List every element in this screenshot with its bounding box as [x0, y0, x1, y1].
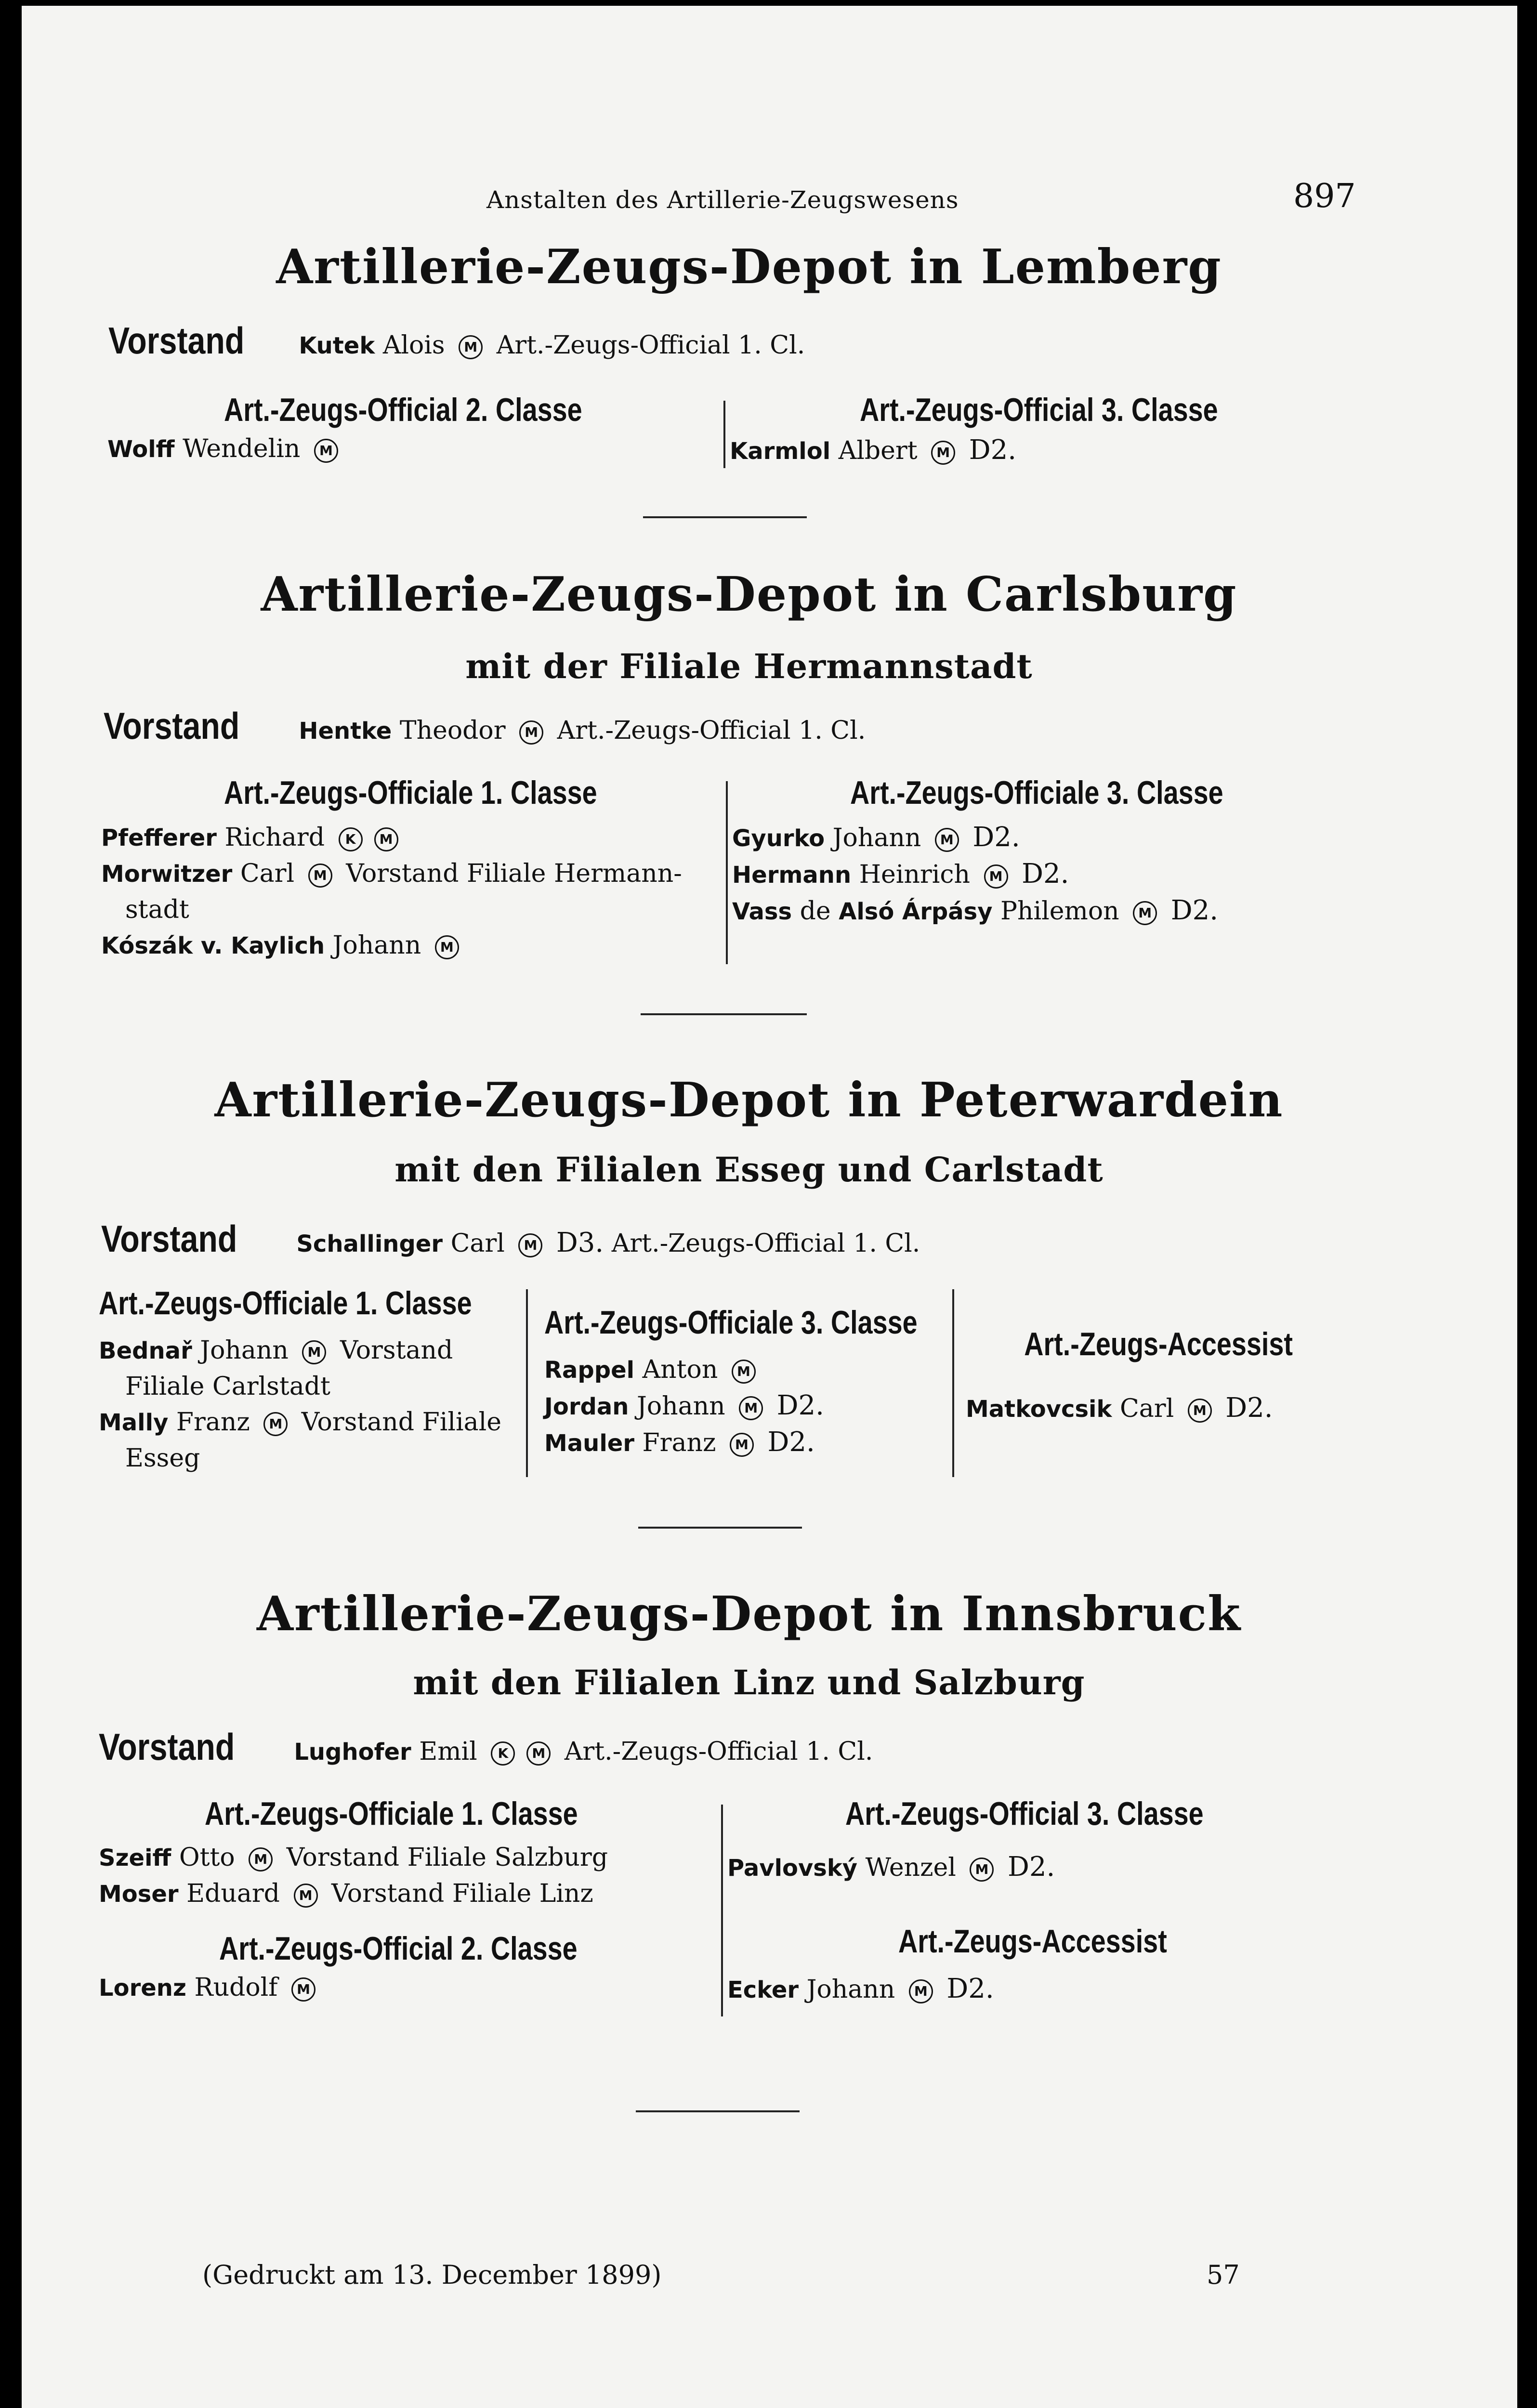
m-circle-icon: M — [291, 1977, 315, 2002]
entry-row: Vass de Alsó Árpásy Philemon M D2. — [732, 895, 1219, 926]
entry-row: Morwitzer Carl M Vorstand Filiale Hermann- — [101, 859, 682, 888]
section-subtitle-innsbruck: mit den Filialen Linz und Salzburg — [413, 1662, 1085, 1702]
sheet-signature: 57 — [1207, 2260, 1240, 2290]
m-circle-icon: M — [519, 720, 543, 745]
entry-row: Kószák v. Kaylich Johann M — [101, 928, 723, 964]
column-head: Art.-Zeugs-Officiale 1. Classe — [99, 1285, 472, 1322]
entry-row: Jordan Johann M D2. — [544, 1390, 824, 1421]
m-circle-icon: M — [739, 1396, 763, 1420]
print-date: (Gedruckt am 13. December 1899) — [202, 2260, 662, 2290]
column-divider — [726, 781, 728, 964]
column-left-carlsburg: Pfefferer Richard K M Morwitzer Carl M Vorstand Filiale Hermann- stadt Kószák v. Kaylich Johann M — [101, 820, 723, 964]
m-circle-icon: M — [730, 1433, 754, 1457]
entry-row: Moser Eduard M Vorstand Filiale Linz — [99, 1879, 593, 1908]
entry-row: Mally Franz M Vorstand Filiale — [99, 1408, 501, 1437]
vorstand-line-carlsburg: Vorstand Hentke Theodor M Art.-Zeugs-Official 1. Cl. — [104, 705, 866, 747]
m-circle-icon: M — [459, 335, 483, 359]
column-head: Art.-Zeugs-Accessist — [898, 1923, 1167, 1960]
page — [22, 6, 1517, 2408]
entry-row: Pfefferer Richard K M — [101, 820, 723, 856]
vorstand-label: Vorstand — [104, 705, 240, 747]
m-circle-icon: M — [249, 1847, 273, 1871]
m-circle-icon: M — [732, 1360, 756, 1384]
column-head: Art.-Zeugs-Accessist — [1024, 1326, 1293, 1362]
column-head: Art.-Zeugs-Officiale 1. Classe — [224, 774, 597, 811]
entry-row: Pavlovský Wenzel M D2. — [727, 1851, 1055, 1883]
column-1-peterwardein: Bednař Johann M Vorstand Filiale Carlstadt Mally Franz M Vorstand Filiale Esseg — [99, 1333, 523, 1476]
m-circle-icon: M — [1188, 1399, 1212, 1423]
vorstand-label: Vorstand — [99, 1726, 235, 1768]
entry-row: Hermann Heinrich M D2. — [732, 858, 1069, 890]
k-circle-icon: K — [491, 1741, 515, 1766]
m-circle-icon: M — [294, 1884, 318, 1908]
m-circle-icon: M — [909, 1979, 933, 2003]
m-circle-icon: M — [526, 1741, 551, 1766]
m-circle-icon: M — [935, 828, 959, 852]
entry-row: Karmlol Albert M D2. — [730, 434, 1017, 466]
section-title-lemberg: Artillerie-Zeugs-Depot in Lemberg — [276, 239, 1222, 295]
section-subtitle-peterwardein: mit den Filialen Esseg und Carlstadt — [394, 1150, 1103, 1190]
column-divider — [526, 1289, 528, 1477]
entry-row: Szeiff Otto M Vorstand Filiale Salzburg — [99, 1843, 608, 1872]
entry-row: Mauler Franz M D2. — [544, 1426, 815, 1458]
column-head: Art.-Zeugs-Officiale 3. Classe — [544, 1304, 918, 1341]
entry-row: Gyurko Johann M D2. — [732, 822, 1020, 853]
column-head: Art.-Zeugs-Officiale 3. Classe — [850, 774, 1223, 811]
m-circle-icon: M — [302, 1340, 326, 1364]
entry-row: Matkovcsik Carl M D2. — [966, 1392, 1273, 1424]
section-divider — [643, 516, 807, 518]
m-circle-icon: M — [970, 1858, 994, 1882]
vorstand-line-peterwardein: Vorstand Schallinger Carl M D3. Art.-Zeugs-Official 1. Cl. — [101, 1217, 920, 1260]
section-title-innsbruck: Artillerie-Zeugs-Depot in Innsbruck — [256, 1586, 1242, 1642]
section-title-peterwardein: Artillerie-Zeugs-Depot in Peterwardein — [214, 1073, 1284, 1128]
column-head: Art.-Zeugs-Officiale 1. Classe — [205, 1795, 578, 1832]
column-head: Art.-Zeugs-Official 3. Classe — [845, 1795, 1204, 1832]
m-circle-icon: M — [931, 441, 955, 465]
column-head: Art.-Zeugs-Official 3. Classe — [860, 392, 1218, 428]
column-left-innsbruck — [99, 1840, 730, 1912]
section-divider — [638, 1527, 802, 1529]
m-circle-icon: M — [308, 864, 332, 888]
column-divider — [721, 1805, 723, 2016]
m-circle-icon: M — [314, 439, 338, 463]
column-head: Art.-Zeugs-Official 2. Classe — [224, 392, 582, 428]
section-subtitle-carlsburg: mit der Filiale Hermannstadt — [465, 646, 1033, 686]
section-divider — [641, 1013, 807, 1015]
column-divider — [723, 401, 725, 468]
column-2-peterwardein — [544, 1352, 944, 1461]
k-circle-icon: K — [339, 827, 363, 851]
column-head: Art.-Zeugs-Official 2. Classe — [219, 1930, 578, 1967]
entry-row: Ecker Johann M D2. — [727, 1973, 994, 2004]
entry-row: Wolff Wendelin M — [107, 434, 344, 463]
entry-row: Rappel Anton M — [544, 1352, 944, 1388]
section-title-carlsburg: Artillerie-Zeugs-Depot in Carlsburg — [261, 567, 1237, 622]
vorstand-label: Vorstand — [101, 1217, 237, 1260]
column-divider — [952, 1289, 954, 1477]
vorstand-line-innsbruck: Vorstand Lughofer Emil K M Art.-Zeugs-Official 1. Cl. — [99, 1726, 873, 1768]
running-title: Anstalten des Artillerie-Zeugswesens — [486, 186, 959, 214]
m-circle-icon: M — [263, 1412, 288, 1436]
column-3-peterwardein — [966, 1390, 1361, 1427]
m-circle-icon: M — [374, 827, 398, 851]
section-divider — [636, 2110, 800, 2112]
column-right-carlsburg — [732, 820, 1358, 929]
m-circle-icon: M — [518, 1233, 542, 1257]
m-circle-icon: M — [435, 935, 459, 959]
m-circle-icon: M — [1133, 901, 1157, 925]
entry-row: Lorenz Rudolf M — [99, 1973, 321, 2002]
entry-row: Bednař Johann M Vorstand — [99, 1336, 453, 1365]
page-number: 897 — [1293, 177, 1356, 215]
vorstand-label: Vorstand — [108, 319, 245, 362]
vorstand-line-lemberg: Vorstand Kutek Alois M Art.-Zeugs-Official 1. Cl. — [108, 319, 805, 362]
m-circle-icon: M — [984, 864, 1008, 889]
